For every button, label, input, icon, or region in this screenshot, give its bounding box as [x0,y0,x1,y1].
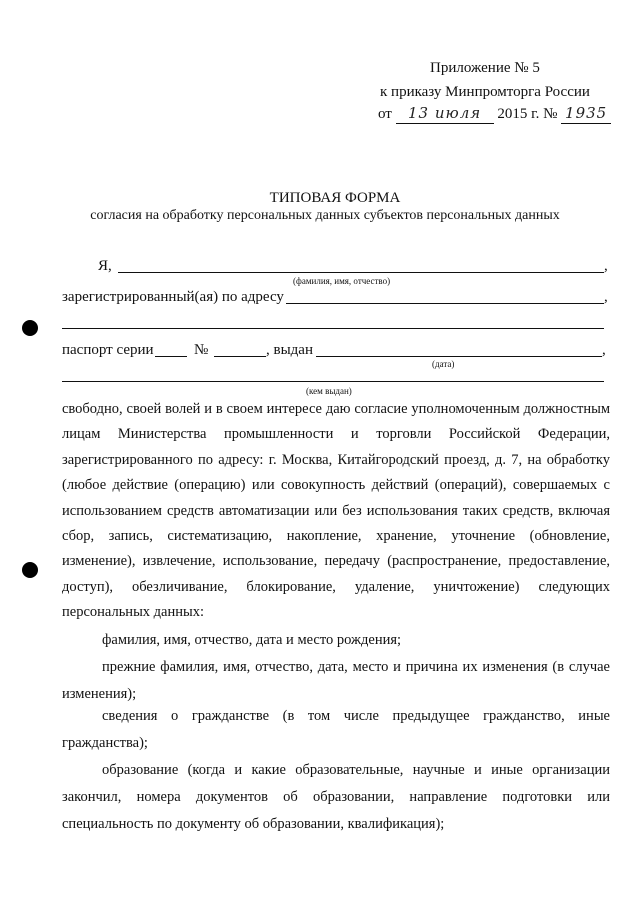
order-date-line: от 13 июля 2015 г. № 1935 [378,104,611,124]
date-caption: (дата) [432,359,455,369]
pronoun-label: Я, [98,258,112,274]
handwritten-date: 13 июля [408,104,482,122]
appendix-label: Приложение № 5 [430,60,540,76]
handwritten-number: 1935 [565,104,608,122]
form-title: ТИПОВАЯ ФОРМА [269,190,401,206]
document-page: Приложение № 5 к приказу Минпромторга России от 13 июля 2015 г. № 1935 ТИПОВАЯ ФОРМА согласия на обработку персональных данных субъектов персональных данных Я, , (фамилия, имя, отчество) зарегистрированный(ая) по адресу , паспорт серии № , выдан , (дата) (кем выдан) свободно, своей волей и в своем интересе даю согласие уполномоченным должностным лицам Министерства промышленности и торговли Российской Федерации, зарегистрированного по адресу: г. Москва, Китайгородский проезд, д. 7, на обработку (любое действие (операцию) или совокупность действий (операций), совершаемых с использованием средств автоматизации или без использования таких средств, включая сбор, запись, систематизацию, накопление, хранение, уточнение (обновление, изменение), извлечение, использование, передачу (распространение, предоставление, доступ), обезличивание, блокирование, удаление, уничтожение) следующих персональных данных: фамилия, имя, отчество, дата и место рождения; прежние фамилия, имя, отчество, дата, место и причина их изменения (в случае изменения); сведения о гражданстве (в том числе предыдущее гражданство, иные гражданства); образование (когда и какие образовательные, научные и иные организации закончил, номера документов об образовании, направление подготовки или специальность по документу об образовании, квалификация); [0,0,640,905]
passport-number-field[interactable] [214,356,266,357]
passport-number-label: № [194,342,209,358]
consent-paragraph: свободно, своей волей и в своем интересе даю согласие уполномоченным должностным лицам Министерства промышленности и торговли Российской Федерации, зарегистрированного по адресу: г. Москва, Китайгородский проезд, д. 7, на обработку (любое действие (операцию) или совокупность действий (операций), совершаемых с использованием средств автоматизации или без использования таких средств, включая сбор, запись, систематизацию, накопление, хранение, уточнение (обновление, изменение), извлечение, использование, передачу (распространение, предоставление, доступ), обезличивание, блокирование, удаление, уничтожение) следующих персональных данных: [62,401,610,621]
registered-address-label: зарегистрированный(ая) по адресу [62,289,284,305]
list-item: сведения о гражданстве (в том числе предыдущее гражданство, иные гражданства); [62,708,610,751]
list-item: прежние фамилия, имя, отчество, дата, место и причина их изменения (в случае изменения); [62,659,610,702]
order-reference: к приказу Минпромторга России [380,84,590,100]
fio-field-line[interactable] [118,272,604,273]
form-subtitle: согласия на обработку персональных данных субъектов персональных данных [90,208,560,223]
punch-hole [22,562,38,578]
issue-date-field[interactable] [316,356,602,357]
issued-by-caption: (кем выдан) [306,386,352,396]
passport-series-field[interactable] [155,356,187,357]
issued-label: , выдан [266,342,313,358]
address-field-line[interactable] [286,303,604,304]
list-item: фамилия, имя, отчество, дата и место рождения; [102,632,402,648]
issued-by-field[interactable] [62,381,604,382]
address-field-line-2[interactable] [62,328,604,329]
list-item: образование (когда и какие образовательные, научные и иные организации закончил, номера документов об образовании, направление подготовки или специальность по документу об образовании, квалификация); [62,762,610,832]
punch-hole [22,320,38,336]
fio-caption: (фамилия, имя, отчество) [293,276,391,286]
passport-series-label: паспорт серии [62,342,154,358]
